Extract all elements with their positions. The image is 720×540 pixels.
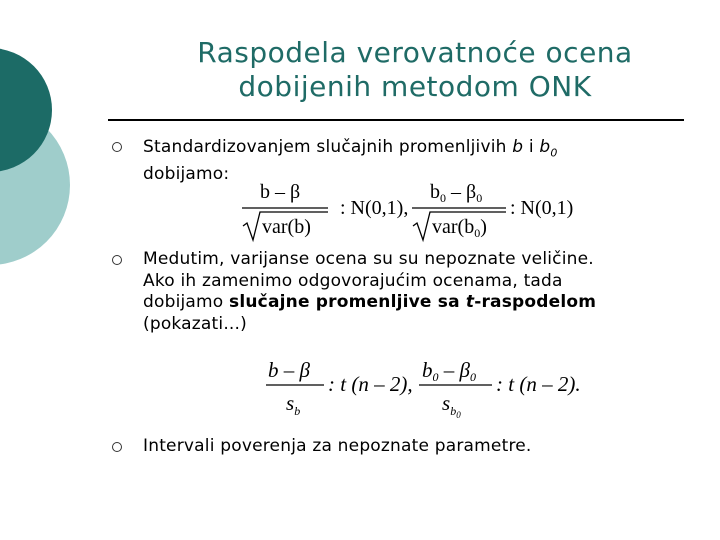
formula1-denominator-1: var(b): [262, 216, 311, 238]
formula2-denominator-1: $s_b$: [286, 391, 301, 418]
bullet-text-2: Medutim, varijanse ocena su su nepoznate veličine. Ako ih zamenimo odgovorajućim ocenama, tada dobijamo slučajne promenljive sa t-raspodelom (pokazati...): [143, 249, 597, 334]
formula1-dist-1: : N(0,1),: [340, 197, 409, 219]
slide-title: [110, 36, 720, 104]
formula1-numerator-2: $b_0 - \beta_0$: [430, 181, 483, 205]
formula2-dist-2: : t (n – 2).: [496, 372, 581, 396]
decorative-circles: [0, 0, 120, 300]
bullet-text-3: Intervali poverenja za nepoznate parametre.: [143, 436, 532, 456]
title-underline: [108, 119, 684, 121]
formula1-denominator-2: $var(b_0)$: [432, 216, 487, 240]
formula-t-distribution: [262, 355, 602, 425]
formula2-denominator-2: $s_b0$: [442, 391, 461, 420]
bullet-text-1: Standardizovanjem slučajnih promenljivih b i $b_0$ dobijamo:: [143, 137, 558, 184]
title-line-2: dobijenih metodom ONK: [238, 70, 592, 103]
bullet-marker-1: [112, 142, 122, 152]
formula2-dist-1: : t (n – 2),: [328, 372, 413, 396]
formula1-numerator-1: b – β: [260, 181, 301, 203]
formula-standardization: [240, 176, 590, 244]
formula2-numerator-2: b0 – β0: [422, 358, 476, 384]
formula1-dist-2: : N(0,1): [510, 197, 574, 219]
bullet-marker-2: [112, 255, 122, 265]
formula2-numerator-1: b – β: [268, 358, 310, 382]
title-line-1: Raspodela verovatnoće ocena: [197, 36, 633, 69]
bullet-marker-3: [112, 442, 122, 452]
